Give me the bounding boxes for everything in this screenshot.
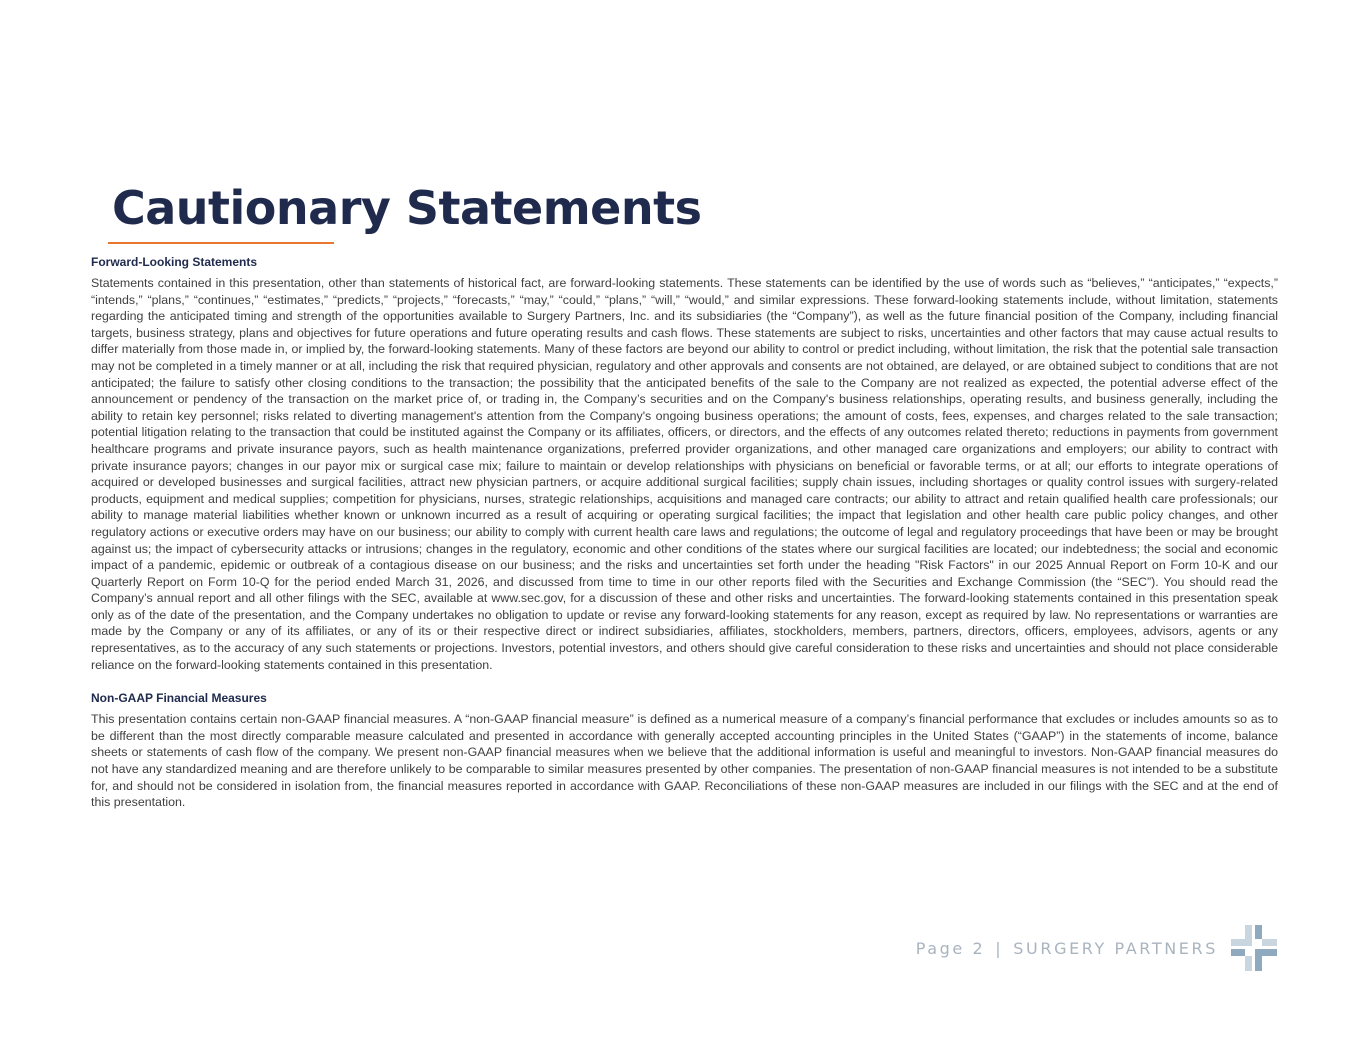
page-title: Cautionary Statements	[112, 181, 702, 235]
title-underline	[108, 242, 334, 244]
surgery-partners-cross-logo-icon	[1231, 925, 1277, 971]
section-divider-space	[91, 673, 1278, 690]
page-number: Page 2	[915, 939, 986, 958]
forward-looking-heading: Forward-Looking Statements	[91, 255, 258, 269]
footer-separator: |	[995, 939, 1004, 958]
content-area	[91, 254, 1278, 811]
non-gaap-section	[91, 690, 1278, 811]
forward-looking-section	[91, 254, 1278, 673]
page-footer	[916, 939, 1218, 959]
company-name: SURGERY PARTNERS	[1013, 939, 1218, 958]
non-gaap-body: This presentation contains certain non-GAAP financial measures. A “non-GAAP financial measure” is defined as a numerical measure of a company’s financial performance that excludes or includes amounts so as to be different than the most directly comparable measure calculated and presented in accordance with generally accepted accounting principles in the United States (“GAAP”) in the statements of income, balance sheets or statements of cash flow of the company. We present non-GAAP financial measures when we believe that the additional information is useful and meaningful to investors. Non-GAAP financial measures do not have any standardized meaning and are therefore unlikely to be comparable to similar measures presented by other companies. The presentation of non-GAAP financial measures is not intended to be a substitute for, and should not be considered in isolation from, the financial measures reported in accordance with GAAP. Reconciliations of these non-GAAP measures are included in our filings with the SEC and at the end of this presentation.	[91, 712, 1278, 810]
non-gaap-heading: Non-GAAP Financial Measures	[91, 691, 267, 706]
forward-looking-body: Statements contained in this presentation, other than statements of historical fact, are forward-looking statements. These statements can be identified by the use of words such as “believes,” “anticipates,” “expects,” “intends,” “plans,” “continues,” “estimates,” “predicts,” “projects,” “forecasts,” “may,” “could,” “plans,” “will,” “would,” and similar expressions. These forward-looking statements include, without limitation, statements regarding the anticipated timing and strength of the opportunities available to Surgery Partners, Inc. and its subsidiaries (the “Company”), as well as the future financial position of the Company, including financial targets, business strategy, plans and objectives for future operations and future operating results and cash flows. These statements are subject to risks, uncertainties and other factors that may cause actual results to differ materially from those made in, or implied by, the forward-looking statements. Many of these factors are beyond our ability to control or predict including, without limitation, the risk that the potential sale transaction may not be completed in a timely manner or at all, including the risk that required physician, regulatory and other approvals and consents are not obtained, are delayed, or are obtained subject to conditions that are not anticipated; the failure to satisfy other closing conditions to the transaction; the possibility that the anticipated benefits of the sale to the Company are not realized as expected, the potential adverse effect of the announcement or pendency of the transaction on the market price of, or trading in, the Company’s securities and on the Company's business relationships, operating results, and business generally, including the ability to retain key personnel; risks related to diverting management's attention from the Company's ongoing business operations; the amount of costs, fees, expenses, and charges related to the sale transaction; potential litigation relating to the transaction that could be instituted against the Company or its affiliates, officers, or directors, and the effects of any outcomes related thereto; reductions in payments from government healthcare programs and private insurance payors, such as health maintenance organizations, preferred provider organizations, and other managed care organizations and employers; our ability to contract with private insurance payors; changes in our payor mix or surgical case mix; failure to maintain or develop relationships with physicians on beneficial or favorable terms, or at all; our efforts to integrate operations of acquired or developed businesses and surgical facilities, attract new physician partners, or acquire additional surgical facilities; supply chain issues, including shortages or quality control issues with surgery-related products, equipment and medical supplies; competition for physicians, nurses, strategic relationships, acquisitions and managed care contracts; our ability to attract and retain qualified health care professionals; our ability to manage material liabilities whether known or unknown incurred as a result of acquiring or operating surgical facilities; the impact that legislation and other health care public policy changes, and other regulatory actions or executive orders may have on our business; our ability to comply with current health care laws and regulations; the outcome of legal and regulatory proceedings that have been or may be brought against us; the impact of cybersecurity attacks or intrusions; changes in the regulatory, economic and other conditions of the states where our surgical facilities are located; our indebtedness; the social and economic impact of a pandemic, epidemic or outbreak of a contagious disease on our business; and the risks and uncertainties set forth under the heading "Risk Factors" in our 2025 Annual Report on Form 10-K and our Quarterly Report on Form 10-Q for the period ended March 31, 2026, and discussed from time to time in our other reports filed with the Securities and Exchange Commission (the “SEC”). You should read the Company’s annual report and all other filings with the SEC, available at www.sec.gov, for a discussion of these and other risks and uncertainties. The forward-looking statements contained in this presentation speak only as of the date of the presentation, and the Company undertakes no obligation to update or revise any forward-looking statements for any reason, except as required by law. No representations or warranties are made by the Company or any of its affiliates, or any of its or their respective direct or indirect subsidiaries, affiliates, stockholders, members, partners, directors, officers, employees, advisors, agents or any representatives, as to the accuracy of any such statements or projections. Investors, potential investors, and others should give careful consideration to these risks and uncertainties and should not place considerable reliance on the forward-looking statements contained in this presentation.	[91, 276, 1278, 672]
